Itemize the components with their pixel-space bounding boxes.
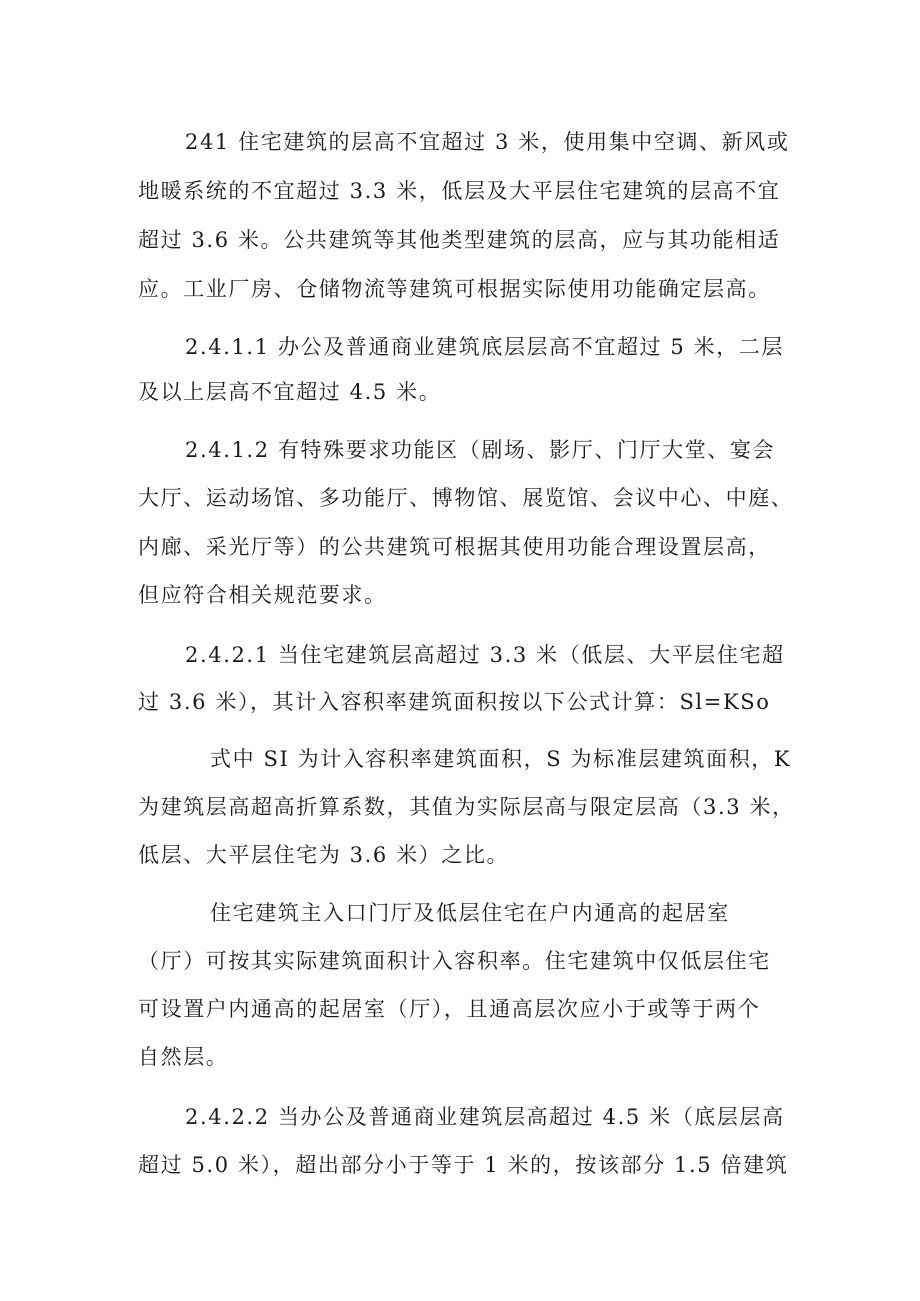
text-line: 241 住宅建筑的层高不宜超过 3 米，使用集中空调、新风或 bbox=[185, 130, 790, 154]
text-line: 大厅、运动场馆、多功能厅、博物馆、展览馆、会议中心、中庭、 bbox=[138, 486, 794, 510]
text-line: 2.4.2.2 当办公及普通商业建筑层高超过 4.5 米（底层层高 bbox=[185, 1105, 785, 1129]
text-line: 2.4.2.1 当住宅建筑层高超过 3.3 米（低层、大平层住宅超 bbox=[185, 643, 785, 667]
text-line: 应。工业厂房、仓储物流等建筑可根据实际使用功能确定层高。 bbox=[138, 277, 771, 301]
text-line: 为建筑层高超高折算系数，其值为实际层高与限定层高（3.3 米， bbox=[138, 795, 795, 819]
text-line: （厅）可按其实际建筑面积计入容积率。住宅建筑中仅低层住宅 bbox=[138, 949, 771, 973]
text-line: 低层、大平层住宅为 3.6 米）之比。 bbox=[138, 843, 510, 867]
text-line: 2.4.1.2 有特殊要求功能区（剧场、影厅、门厅大堂、宴会 bbox=[185, 438, 776, 462]
text-line: 2.4.1.1 办公及普通商业建筑底层层高不宜超过 5 米，二层 bbox=[185, 335, 785, 359]
text-line: 内廊、采光厅等）的公共建筑可根据其使用功能合理设置层高， bbox=[138, 535, 771, 559]
text-line: 地暖系统的不宜超过 3.3 米，低层及大平层住宅建筑的层高不宜 bbox=[138, 179, 781, 203]
text-line: 及以上层高不宜超过 4.5 米。 bbox=[138, 380, 442, 404]
text-line: 可设置户内通高的起居室（厅），且通高层次应小于或等于两个 bbox=[138, 997, 761, 1021]
text-line: 住宅建筑主入口门厅及低层住宅在户内通高的起居室 bbox=[210, 901, 730, 925]
text-line: 自然层。 bbox=[138, 1045, 229, 1069]
text-line: 超过 3.6 米。公共建筑等其他类型建筑的层高，应与其功能相适 bbox=[138, 228, 781, 252]
text-line: 过 3.6 米），其计入容积率建筑面积按以下公式计算：Sl=KSo bbox=[138, 690, 771, 714]
text-line: 式中 SI 为计入容积率建筑面积，S 为标准层建筑面积，K bbox=[210, 747, 792, 771]
text-line: 超过 5.0 米），超出部分小于等于 1 米的，按该部分 1.5 倍建筑 bbox=[138, 1153, 789, 1177]
text-line: 但应符合相关规范要求。 bbox=[138, 583, 387, 607]
